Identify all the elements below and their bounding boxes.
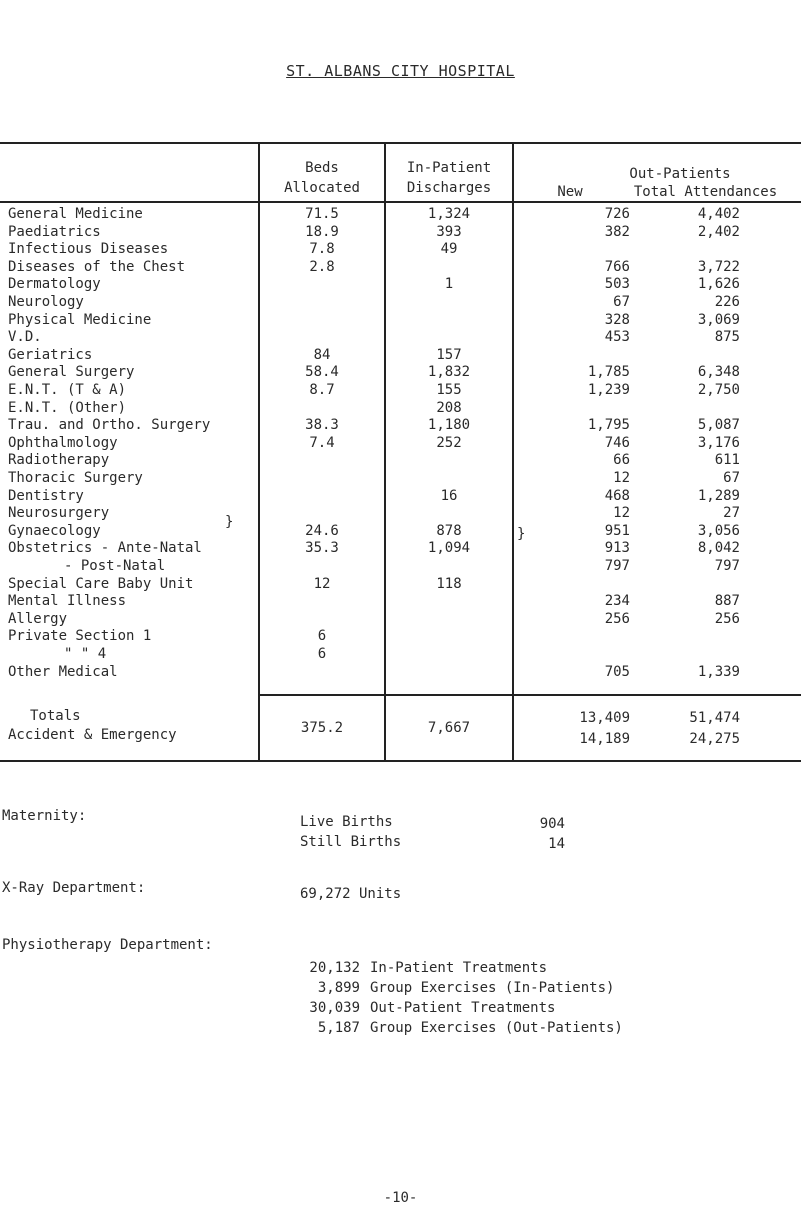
row-new: 913: [604, 540, 630, 557]
row-total: 875: [714, 329, 740, 346]
row-total: 2,402: [697, 223, 740, 240]
physio-count: 20,132: [309, 960, 360, 976]
live-births-label: Live Births: [300, 814, 393, 830]
row-total: 8,042: [697, 540, 740, 557]
totals-rule: [258, 694, 801, 696]
row-label: General Surgery: [8, 364, 135, 381]
row-label: E.N.T. (Other): [8, 399, 127, 416]
row-discharges: 1,094: [427, 540, 471, 557]
still-births-value: 14: [548, 836, 565, 852]
row-label: Infectious Diseases: [8, 241, 169, 258]
row-discharges: 393: [436, 223, 462, 240]
row-total: 3,056: [697, 522, 740, 539]
table-bottom-rule: [0, 760, 801, 762]
accident-emergency-label: Accident & Emergency: [8, 727, 177, 743]
row-label: Dermatology: [8, 276, 101, 293]
physio-description: Group Exercises (Out-Patients): [370, 1020, 623, 1036]
xray-value: 69,272 Units: [300, 886, 402, 902]
xray-label: X-Ray Department:: [2, 880, 146, 896]
row-total: 6,348: [697, 364, 740, 381]
row-label: E.N.T. (T & A): [8, 382, 127, 398]
row-beds: 24.6: [305, 522, 339, 539]
row-total: 797: [714, 558, 740, 574]
row-label: Mental Illness: [8, 593, 127, 610]
row-discharges: 155: [436, 382, 462, 398]
row-label: Obstetrics - Ante-Natal: [8, 540, 202, 557]
row-new: 12: [613, 470, 630, 486]
row-new: 766: [604, 258, 630, 275]
row-new: 12: [613, 505, 630, 522]
physio-count: 3,899: [317, 980, 360, 996]
row-beds: 7.4: [309, 434, 335, 451]
header-inpatient: In-Patient Discharges: [406, 160, 492, 196]
row-label: Private Section 1: [8, 628, 152, 645]
row-label: Gynaecology: [8, 522, 101, 539]
header-beds: Beds Allocated: [284, 160, 360, 196]
row-label: Thoracic Surgery: [8, 470, 143, 486]
row-discharges: 16: [440, 487, 458, 504]
row-beds: 35.3: [305, 540, 339, 557]
row-total: 27: [723, 505, 740, 522]
physio-count: 5,187: [317, 1020, 360, 1036]
ent-brace: }: [225, 514, 234, 530]
row-discharges: 252: [436, 434, 462, 451]
live-births-value: 904: [539, 816, 565, 832]
row-label: Neurosurgery: [8, 505, 110, 522]
physio-description: Out-Patient Treatments: [370, 1000, 556, 1016]
row-beds: 71.5: [305, 206, 339, 222]
page-number: -10-: [383, 1190, 418, 1206]
row-total: 1,339: [697, 663, 740, 680]
row-new: 468: [604, 487, 630, 504]
row-label: Special Care Baby Unit: [8, 575, 194, 592]
row-new: 746: [604, 434, 630, 451]
row-total: 3,069: [697, 311, 740, 328]
totals-discharges: 7,667: [427, 720, 471, 736]
row-new: 234: [604, 593, 630, 610]
totals-label: Totals: [30, 708, 81, 724]
row-new: 256: [604, 610, 630, 627]
maternity-label: Maternity:: [2, 808, 87, 824]
table-top-rule: [0, 142, 801, 144]
row-label: Diseases of the Chest: [8, 258, 186, 275]
row-total: 3,176: [697, 434, 740, 451]
row-beds: 84: [313, 346, 331, 363]
row-new: 1,239: [587, 382, 630, 398]
row-total: 2,750: [697, 382, 740, 398]
ent-brace-new: }: [517, 526, 526, 542]
page-title: ST. ALBANS CITY HOSPITAL: [286, 62, 515, 80]
row-label: Ophthalmology: [8, 434, 118, 451]
row-beds: 6: [317, 628, 327, 645]
row-new: 503: [604, 276, 630, 293]
totals-total: 51,474: [689, 710, 740, 726]
row-discharges: 1,180: [427, 417, 471, 434]
physio-label: Physiotherapy Department:: [2, 937, 213, 953]
row-total: 4,402: [697, 206, 740, 222]
row-discharges: 208: [436, 399, 462, 416]
row-beds: 8.7: [309, 382, 335, 398]
row-new: 797: [604, 558, 630, 574]
row-label: Other Medical: [8, 663, 118, 680]
row-beds: 6: [317, 646, 327, 662]
row-beds: 38.3: [305, 417, 339, 434]
row-label: Radiotherapy: [8, 452, 110, 469]
row-total: 3,722: [697, 258, 740, 275]
header-outpatients: Out-Patients: [629, 166, 731, 182]
row-total: 887: [714, 593, 740, 610]
row-discharges: 878: [436, 522, 462, 539]
row-beds: 12: [313, 575, 331, 592]
row-discharges: 1,324: [427, 206, 471, 222]
row-label: V.D.: [8, 329, 42, 346]
physio-count: 30,039: [309, 1000, 360, 1016]
row-label: - Post-Natal: [64, 558, 166, 574]
header-rule: [0, 201, 801, 203]
totals-new: 13,409: [579, 710, 630, 726]
header-total: Total Attendances: [633, 184, 778, 200]
row-total: 67: [723, 470, 740, 486]
row-new: 453: [604, 329, 630, 346]
row-new: 705: [604, 663, 630, 680]
row-total: 1,626: [697, 276, 740, 293]
row-total: 226: [714, 294, 740, 310]
physio-description: Group Exercises (In-Patients): [370, 980, 615, 996]
row-label: Neurology: [8, 294, 84, 310]
row-discharges: 1,832: [427, 364, 471, 381]
row-new: 951: [604, 522, 630, 539]
ae-total: 24,275: [689, 731, 740, 747]
ae-new: 14,189: [579, 731, 630, 747]
row-label: " " 4: [64, 646, 107, 662]
row-label: Allergy: [8, 610, 68, 627]
row-new: 66: [613, 452, 630, 469]
row-beds: 2.8: [309, 258, 335, 275]
row-label: Physical Medicine: [8, 311, 152, 328]
row-new: 1,795: [587, 417, 630, 434]
row-new: 328: [604, 311, 630, 328]
row-new: 382: [604, 223, 630, 240]
row-new: 726: [604, 206, 630, 222]
header-new: New: [557, 184, 583, 200]
row-new: 67: [613, 294, 630, 310]
row-beds: 18.9: [305, 223, 339, 240]
row-label: Dentistry: [8, 487, 84, 504]
row-beds: 7.8: [309, 241, 335, 258]
row-discharges: 118: [436, 575, 462, 592]
row-label: Paediatrics: [8, 223, 101, 240]
row-label: Geriatrics: [8, 346, 93, 363]
physio-description: In-Patient Treatments: [370, 960, 548, 976]
row-label: General Medicine: [8, 206, 143, 222]
row-new: 1,785: [587, 364, 630, 381]
row-total: 256: [714, 610, 740, 627]
row-discharges: 49: [440, 241, 458, 258]
row-label: Trau. and Ortho. Surgery: [8, 417, 211, 434]
row-total: 1,289: [697, 487, 740, 504]
row-beds: 58.4: [305, 364, 339, 381]
row-discharges: 157: [436, 346, 462, 363]
row-total: 5,087: [697, 417, 740, 434]
still-births-label: Still Births: [300, 834, 402, 850]
row-discharges: 1: [444, 276, 454, 293]
col-divider-3: [512, 142, 514, 762]
totals-beds: 375.2: [300, 720, 344, 736]
row-total: 611: [714, 452, 740, 469]
